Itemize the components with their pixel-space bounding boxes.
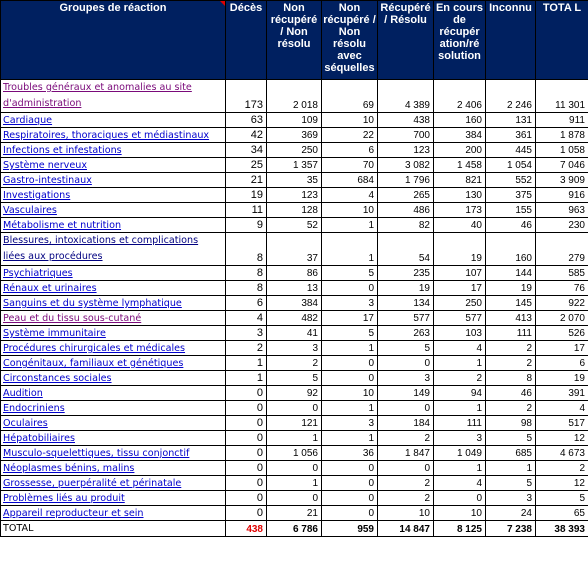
value-cell: 65 bbox=[536, 506, 588, 521]
value-cell: 2 bbox=[486, 341, 536, 356]
value-cell: 3 bbox=[322, 296, 378, 311]
value-cell: 0 bbox=[378, 461, 434, 476]
table-row bbox=[1, 491, 588, 506]
value-cell: 916 bbox=[536, 188, 588, 203]
value-cell: 19 bbox=[434, 233, 486, 266]
value-cell: 86 bbox=[267, 266, 322, 281]
value-cell: 11 bbox=[226, 203, 267, 218]
value-cell: 375 bbox=[486, 188, 536, 203]
value-cell: 5 bbox=[536, 491, 588, 506]
value-cell: 22 bbox=[322, 128, 378, 143]
value-cell: 3 909 bbox=[536, 173, 588, 188]
value-cell: 577 bbox=[378, 311, 434, 326]
value-cell: 0 bbox=[226, 446, 267, 461]
value-cell: 0 bbox=[378, 401, 434, 416]
table-row bbox=[1, 80, 588, 113]
table-row bbox=[1, 188, 588, 203]
value-cell: 0 bbox=[226, 461, 267, 476]
table-row bbox=[1, 416, 588, 431]
value-cell: 10 bbox=[322, 386, 378, 401]
value-cell: 482 bbox=[267, 311, 322, 326]
value-cell: 517 bbox=[536, 416, 588, 431]
reaction-group-link[interactable]: Appareil reproducteur et sein bbox=[1, 506, 226, 521]
value-cell: 685 bbox=[486, 446, 536, 461]
value-cell: 265 bbox=[378, 188, 434, 203]
reaction-group-link[interactable]: Rénaux et urinaires bbox=[1, 281, 226, 296]
value-cell: 438 bbox=[378, 113, 434, 128]
value-cell: 24 bbox=[486, 506, 536, 521]
value-cell: 54 bbox=[378, 233, 434, 266]
value-cell: 2 406 bbox=[434, 80, 486, 113]
table-row bbox=[1, 296, 588, 311]
value-cell: 922 bbox=[536, 296, 588, 311]
table-row bbox=[1, 401, 588, 416]
value-cell: 145 bbox=[486, 296, 536, 311]
value-cell: 8 bbox=[226, 281, 267, 296]
value-cell: 0 bbox=[322, 356, 378, 371]
value-cell: 134 bbox=[378, 296, 434, 311]
reaction-group-link[interactable]: Peau et du tissu sous-cutané bbox=[1, 311, 226, 326]
value-cell: 160 bbox=[434, 113, 486, 128]
value-cell: 4 389 bbox=[378, 80, 434, 113]
total-value-cell: 438 bbox=[226, 521, 267, 537]
value-cell: 4 bbox=[226, 311, 267, 326]
table-row bbox=[1, 233, 588, 266]
value-cell: 1 bbox=[226, 356, 267, 371]
value-cell: 107 bbox=[434, 266, 486, 281]
value-cell: 4 673 bbox=[536, 446, 588, 461]
value-cell: 0 bbox=[378, 356, 434, 371]
header-row bbox=[1, 1, 588, 80]
value-cell: 526 bbox=[536, 326, 588, 341]
column-header-4: Récupéré / Résolu bbox=[378, 1, 434, 80]
value-cell: 35 bbox=[267, 173, 322, 188]
reaction-group-link[interactable]: Endocriniens bbox=[1, 401, 226, 416]
value-cell: 131 bbox=[486, 113, 536, 128]
table-row bbox=[1, 356, 588, 371]
value-cell: 1 054 bbox=[486, 158, 536, 173]
value-cell: 103 bbox=[434, 326, 486, 341]
total-value-cell: 6 786 bbox=[267, 521, 322, 537]
value-cell: 123 bbox=[267, 188, 322, 203]
reaction-group-link[interactable]: Procédures chirurgicales et médicales bbox=[1, 341, 226, 356]
value-cell: 7 046 bbox=[536, 158, 588, 173]
value-cell: 1 bbox=[434, 461, 486, 476]
value-cell: 21 bbox=[226, 173, 267, 188]
table-row bbox=[1, 431, 588, 446]
table-row bbox=[1, 173, 588, 188]
total-label: TOTAL bbox=[1, 521, 226, 537]
value-cell: 200 bbox=[434, 143, 486, 158]
value-cell: 42 bbox=[226, 128, 267, 143]
value-cell: 1 796 bbox=[378, 173, 434, 188]
value-cell: 1 bbox=[322, 233, 378, 266]
value-cell: 384 bbox=[267, 296, 322, 311]
value-cell: 46 bbox=[486, 386, 536, 401]
value-cell: 123 bbox=[378, 143, 434, 158]
value-cell: 585 bbox=[536, 266, 588, 281]
value-cell: 0 bbox=[322, 461, 378, 476]
value-cell: 5 bbox=[378, 341, 434, 356]
reaction-group-link[interactable]: Oculaires bbox=[1, 416, 226, 431]
value-cell: 8 bbox=[486, 371, 536, 386]
value-cell: 1 bbox=[267, 431, 322, 446]
value-cell: 2 bbox=[267, 356, 322, 371]
value-cell: 63 bbox=[226, 113, 267, 128]
reaction-group-link[interactable]: Psychiatriques bbox=[1, 266, 226, 281]
value-cell: 1 847 bbox=[378, 446, 434, 461]
value-cell: 577 bbox=[434, 311, 486, 326]
value-cell: 21 bbox=[267, 506, 322, 521]
value-cell: 0 bbox=[267, 491, 322, 506]
table-row bbox=[1, 311, 588, 326]
table-row bbox=[1, 266, 588, 281]
value-cell: 0 bbox=[434, 491, 486, 506]
value-cell: 17 bbox=[322, 311, 378, 326]
value-cell: 144 bbox=[486, 266, 536, 281]
table-row bbox=[1, 461, 588, 476]
value-cell: 2 bbox=[434, 371, 486, 386]
value-cell: 2 bbox=[486, 401, 536, 416]
value-cell: 0 bbox=[226, 401, 267, 416]
value-cell: 36 bbox=[322, 446, 378, 461]
table-row bbox=[1, 128, 588, 143]
value-cell: 10 bbox=[322, 113, 378, 128]
reaction-group-link[interactable]: Circonstances sociales bbox=[1, 371, 226, 386]
value-cell: 821 bbox=[434, 173, 486, 188]
total-value-cell: 7 238 bbox=[486, 521, 536, 537]
value-cell: 3 bbox=[322, 416, 378, 431]
table-row bbox=[1, 203, 588, 218]
table-row bbox=[1, 341, 588, 356]
value-cell: 1 056 bbox=[267, 446, 322, 461]
value-cell: 17 bbox=[434, 281, 486, 296]
value-cell: 40 bbox=[434, 218, 486, 233]
value-cell: 160 bbox=[486, 233, 536, 266]
reaction-group-link[interactable]: Hépatobiliaires bbox=[1, 431, 226, 446]
value-cell: 4 bbox=[434, 341, 486, 356]
value-cell: 0 bbox=[322, 491, 378, 506]
value-cell: 6 bbox=[322, 143, 378, 158]
value-cell: 5 bbox=[486, 476, 536, 491]
value-cell: 19 bbox=[378, 281, 434, 296]
value-cell: 1 bbox=[322, 431, 378, 446]
value-cell: 41 bbox=[267, 326, 322, 341]
value-cell: 173 bbox=[226, 80, 267, 113]
value-cell: 3 082 bbox=[378, 158, 434, 173]
reaction-group-link[interactable]: Audition bbox=[1, 386, 226, 401]
value-cell: 1 bbox=[322, 401, 378, 416]
value-cell: 92 bbox=[267, 386, 322, 401]
value-cell: 0 bbox=[226, 476, 267, 491]
value-cell: 0 bbox=[226, 416, 267, 431]
value-cell: 250 bbox=[267, 143, 322, 158]
value-cell: 12 bbox=[536, 431, 588, 446]
value-cell: 111 bbox=[486, 326, 536, 341]
value-cell: 2 070 bbox=[536, 311, 588, 326]
value-cell: 3 bbox=[267, 341, 322, 356]
value-cell: 121 bbox=[267, 416, 322, 431]
value-cell: 4 bbox=[322, 188, 378, 203]
value-cell: 0 bbox=[226, 491, 267, 506]
value-cell: 4 bbox=[434, 476, 486, 491]
value-cell: 111 bbox=[434, 416, 486, 431]
reaction-group-link[interactable]: Métabolisme et nutrition bbox=[1, 218, 226, 233]
total-value-cell: 8 125 bbox=[434, 521, 486, 537]
value-cell: 1 458 bbox=[434, 158, 486, 173]
value-cell: 0 bbox=[267, 461, 322, 476]
value-cell: 279 bbox=[536, 233, 588, 266]
value-cell: 2 bbox=[536, 461, 588, 476]
value-cell: 3 bbox=[226, 326, 267, 341]
value-cell: 250 bbox=[434, 296, 486, 311]
value-cell: 2 246 bbox=[486, 80, 536, 113]
value-cell: 12 bbox=[536, 476, 588, 491]
reaction-group-link[interactable]: Respiratoires, thoraciques et médiastinaux bbox=[1, 128, 226, 143]
value-cell: 3 bbox=[378, 371, 434, 386]
value-cell: 37 bbox=[267, 233, 322, 266]
value-cell: 1 bbox=[322, 218, 378, 233]
value-cell: 8 bbox=[226, 266, 267, 281]
table-row bbox=[1, 158, 588, 173]
column-header-1: Décès bbox=[226, 1, 267, 80]
table-row bbox=[1, 218, 588, 233]
column-header-6: Inconnu bbox=[486, 1, 536, 80]
column-header-7: TOTA L bbox=[536, 1, 588, 80]
value-cell: 963 bbox=[536, 203, 588, 218]
value-cell: 149 bbox=[378, 386, 434, 401]
value-cell: 3 bbox=[434, 431, 486, 446]
value-cell: 413 bbox=[486, 311, 536, 326]
value-cell: 10 bbox=[322, 203, 378, 218]
value-cell: 11 301 bbox=[536, 80, 588, 113]
value-cell: 155 bbox=[486, 203, 536, 218]
value-cell: 5 bbox=[322, 266, 378, 281]
value-cell: 25 bbox=[226, 158, 267, 173]
value-cell: 5 bbox=[322, 326, 378, 341]
value-cell: 1 357 bbox=[267, 158, 322, 173]
value-cell: 6 bbox=[536, 356, 588, 371]
value-cell: 10 bbox=[378, 506, 434, 521]
reaction-group-link[interactable]: Infections et infestations bbox=[1, 143, 226, 158]
value-cell: 5 bbox=[486, 431, 536, 446]
table-row bbox=[1, 326, 588, 341]
table-row bbox=[1, 371, 588, 386]
value-cell: 130 bbox=[434, 188, 486, 203]
value-cell: 361 bbox=[486, 128, 536, 143]
reaction-group-link[interactable]: Néoplasmes bénins, malins bbox=[1, 461, 226, 476]
value-cell: 1 bbox=[434, 356, 486, 371]
value-cell: 230 bbox=[536, 218, 588, 233]
value-cell: 94 bbox=[434, 386, 486, 401]
value-cell: 369 bbox=[267, 128, 322, 143]
value-cell: 2 bbox=[378, 476, 434, 491]
value-cell: 486 bbox=[378, 203, 434, 218]
value-cell: 445 bbox=[486, 143, 536, 158]
total-value-cell: 38 393 bbox=[536, 521, 588, 537]
value-cell: 2 018 bbox=[267, 80, 322, 113]
value-cell: 391 bbox=[536, 386, 588, 401]
reaction-group-link[interactable]: Sanguins et du système lymphatique bbox=[1, 296, 226, 311]
value-cell: 3 bbox=[486, 491, 536, 506]
table-row bbox=[1, 143, 588, 158]
value-cell: 19 bbox=[536, 371, 588, 386]
reaction-group-link[interactable]: Cardiaque bbox=[1, 113, 226, 128]
value-cell: 2 bbox=[378, 431, 434, 446]
value-cell: 98 bbox=[486, 416, 536, 431]
value-cell: 0 bbox=[267, 401, 322, 416]
value-cell: 1 bbox=[434, 401, 486, 416]
table-row bbox=[1, 476, 588, 491]
value-cell: 1 bbox=[486, 461, 536, 476]
value-cell: 684 bbox=[322, 173, 378, 188]
value-cell: 1 bbox=[267, 476, 322, 491]
table-row bbox=[1, 281, 588, 296]
value-cell: 82 bbox=[378, 218, 434, 233]
reaction-group-link[interactable]: Troubles généraux et anomalies au site d'administration bbox=[1, 80, 226, 113]
column-header-0: Groupes de réaction bbox=[1, 1, 226, 80]
reaction-group-link[interactable]: Vasculaires bbox=[1, 203, 226, 218]
table-row bbox=[1, 506, 588, 521]
reaction-group-link[interactable]: Système nerveux bbox=[1, 158, 226, 173]
value-cell: 34 bbox=[226, 143, 267, 158]
value-cell: 4 bbox=[536, 401, 588, 416]
value-cell: 2 bbox=[226, 341, 267, 356]
value-cell: 6 bbox=[226, 296, 267, 311]
value-cell: 70 bbox=[322, 158, 378, 173]
value-cell: 184 bbox=[378, 416, 434, 431]
value-cell: 263 bbox=[378, 326, 434, 341]
table-row bbox=[1, 446, 588, 461]
value-cell: 19 bbox=[226, 188, 267, 203]
value-cell: 1 878 bbox=[536, 128, 588, 143]
value-cell: 2 bbox=[378, 491, 434, 506]
value-cell: 0 bbox=[322, 281, 378, 296]
value-cell: 46 bbox=[486, 218, 536, 233]
value-cell: 10 bbox=[434, 506, 486, 521]
value-cell: 0 bbox=[226, 431, 267, 446]
reaction-group-link[interactable]: Gastro-intestinaux bbox=[1, 173, 226, 188]
value-cell: 9 bbox=[226, 218, 267, 233]
reaction-group-link[interactable]: Système immunitaire bbox=[1, 326, 226, 341]
value-cell: 1 bbox=[322, 341, 378, 356]
value-cell: 13 bbox=[267, 281, 322, 296]
value-cell: 69 bbox=[322, 80, 378, 113]
value-cell: 173 bbox=[434, 203, 486, 218]
value-cell: 1 bbox=[226, 371, 267, 386]
value-cell: 552 bbox=[486, 173, 536, 188]
reaction-group-link[interactable]: Blessures, intoxications et complications liées aux procédures bbox=[1, 233, 226, 266]
value-cell: 700 bbox=[378, 128, 434, 143]
total-value-cell: 14 847 bbox=[378, 521, 434, 537]
value-cell: 8 bbox=[226, 233, 267, 266]
value-cell: 235 bbox=[378, 266, 434, 281]
table-body bbox=[1, 80, 588, 537]
value-cell: 17 bbox=[536, 341, 588, 356]
value-cell: 109 bbox=[267, 113, 322, 128]
total-row bbox=[1, 521, 588, 537]
value-cell: 52 bbox=[267, 218, 322, 233]
value-cell: 0 bbox=[226, 386, 267, 401]
value-cell: 0 bbox=[322, 476, 378, 491]
column-header-5: En cours de récupér ation/ré solution bbox=[434, 1, 486, 80]
reaction-group-link[interactable]: Congénitaux, familiaux et génétiques bbox=[1, 356, 226, 371]
value-cell: 1 049 bbox=[434, 446, 486, 461]
value-cell: 0 bbox=[226, 506, 267, 521]
value-cell: 5 bbox=[267, 371, 322, 386]
reaction-group-link[interactable]: Musculo-squelettiques, tissu conjonctif bbox=[1, 446, 226, 461]
reaction-group-link[interactable]: Investigations bbox=[1, 188, 226, 203]
value-cell: 0 bbox=[322, 506, 378, 521]
value-cell: 76 bbox=[536, 281, 588, 296]
value-cell: 19 bbox=[486, 281, 536, 296]
reaction-group-link[interactable]: Problèmes liés au produit bbox=[1, 491, 226, 506]
value-cell: 384 bbox=[434, 128, 486, 143]
value-cell: 128 bbox=[267, 203, 322, 218]
column-header-2: Non récupéré / Non résolu bbox=[267, 1, 322, 80]
value-cell: 1 058 bbox=[536, 143, 588, 158]
value-cell: 2 bbox=[486, 356, 536, 371]
table-row bbox=[1, 386, 588, 401]
reaction-group-link[interactable]: Grossesse, puerpéralité et périnatale bbox=[1, 476, 226, 491]
column-header-3: Non récupéré / Non résolu avec séquelles bbox=[322, 1, 378, 80]
total-value-cell: 959 bbox=[322, 521, 378, 537]
value-cell: 0 bbox=[322, 371, 378, 386]
value-cell: 911 bbox=[536, 113, 588, 128]
table-row bbox=[1, 113, 588, 128]
